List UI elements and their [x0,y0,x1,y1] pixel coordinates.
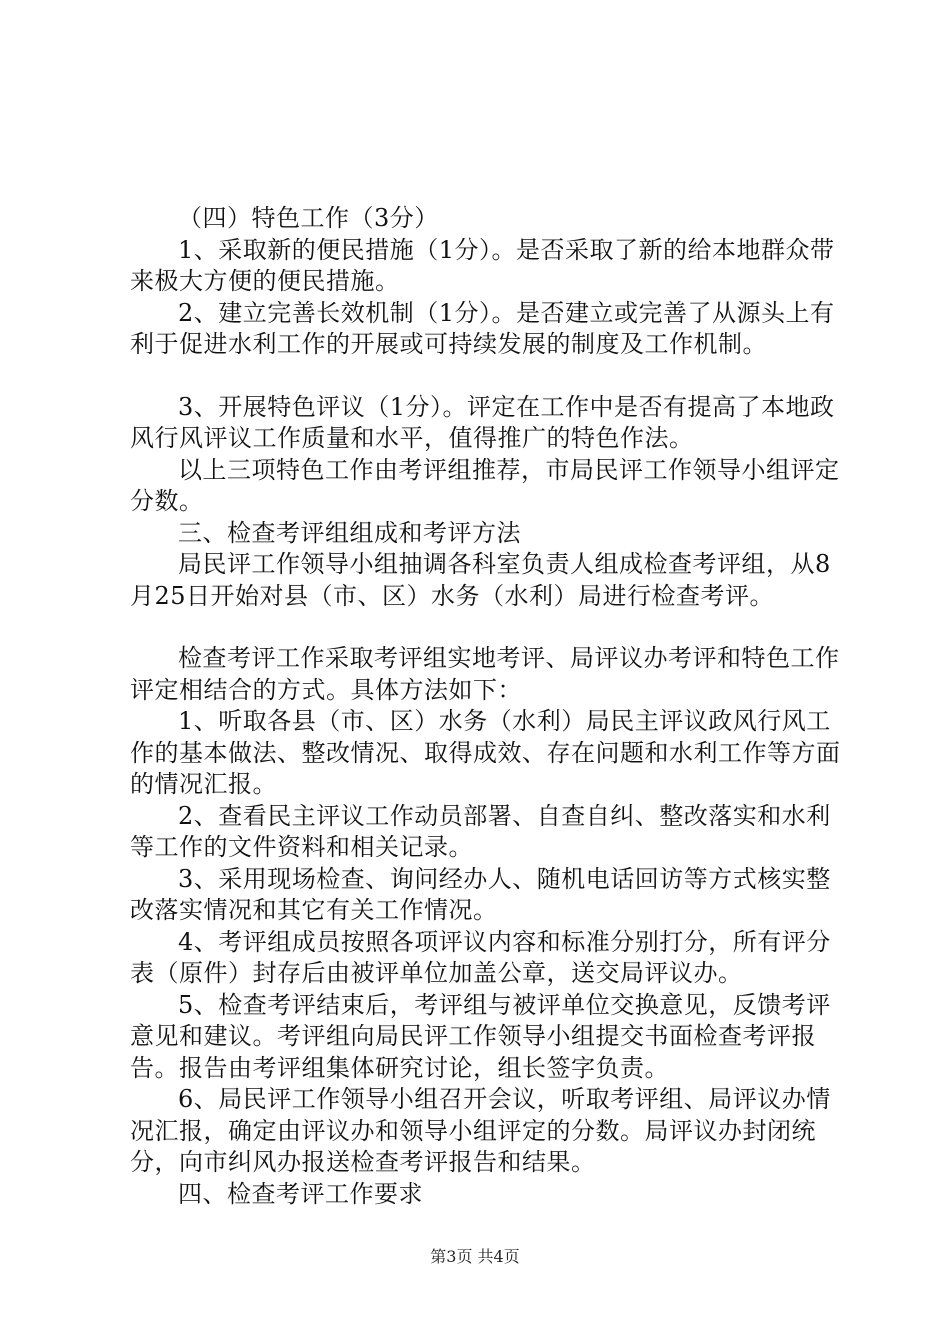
section-heading-four: 四、检查考评工作要求 [178,1179,423,1208]
section-heading-three: 三、检查考评组组成和考评方法 [178,518,521,547]
paragraph-methods-intro: 检查考评工作采取考评组实地考评、局评议办考评和特色工作评定相结合的方式。具体方法如下： [130,644,840,704]
section-heading-special-work: （四）特色工作（3分） [178,204,439,232]
paragraph-method-1: 1、听取各县（市、区）水务（水利）局民主评议政风行风工作的基本做法、整改情况、取得成效、存在问题和水利工作等方面的情况汇报。 [130,707,841,798]
paragraph-team: 局民评工作领导小组抽调各科室负责人组成检查考评组，从8月25日开始对县（市、区）水务（水利）局进行检查考评。 [130,550,831,610]
paragraph-method-3: 3、采用现场检查、询问经办人、随机电话回访等方式核实整改落实情况和其它有关工作情况。 [130,864,831,924]
page-number-footer: 第3页 共4页 [430,1247,520,1266]
paragraph-method-2: 2、查看民主评议工作动员部署、自查自纠、整改落实和水利等工作的文件资料和相关记录。 [130,801,831,861]
paragraph-item-2: 2、建立完善长效机制（1分）。是否建立或完善了从源头上有利于促进水利工作的开展或可持续发展的制度及工作机制。 [130,298,835,358]
paragraph-gap [130,361,850,392]
paragraph-summary: 以上三项特色工作由考评组推荐，市局民评工作领导小组评定分数。 [130,455,840,515]
document-body [130,203,850,1210]
paragraph-method-6: 6、局民评工作领导小组召开会议，听取考评组、局评议办情况汇报，确定由评议办和领导小组评定的分数。局评议办封闭统分，向市纠风办报送检查考评报告和结果。 [130,1085,831,1176]
paragraph-method-4: 4、考评组成员按照各项评议内容和标准分别打分，所有评分表（原件）封存后由被评单位加盖公章，送交局评议办。 [130,927,831,987]
paragraph-gap [130,612,850,643]
paragraph-item-1: 1、采取新的便民措施（1分）。是否采取了新的给本地群众带来极大方便的便民措施。 [130,235,835,295]
paragraph-method-5: 5、检查考评结束后，考评组与被评单位交换意见，反馈考评意见和建议。考评组向局民评工作领导小组提交书面检查考评报告。报告由考评组集体研究讨论，组长签字负责。 [130,990,831,1082]
paragraph-item-3: 3、开展特色评议（1分）。评定在工作中是否有提高了本地政风行风评议工作质量和水平，值得推广的特色作法。 [130,392,835,452]
